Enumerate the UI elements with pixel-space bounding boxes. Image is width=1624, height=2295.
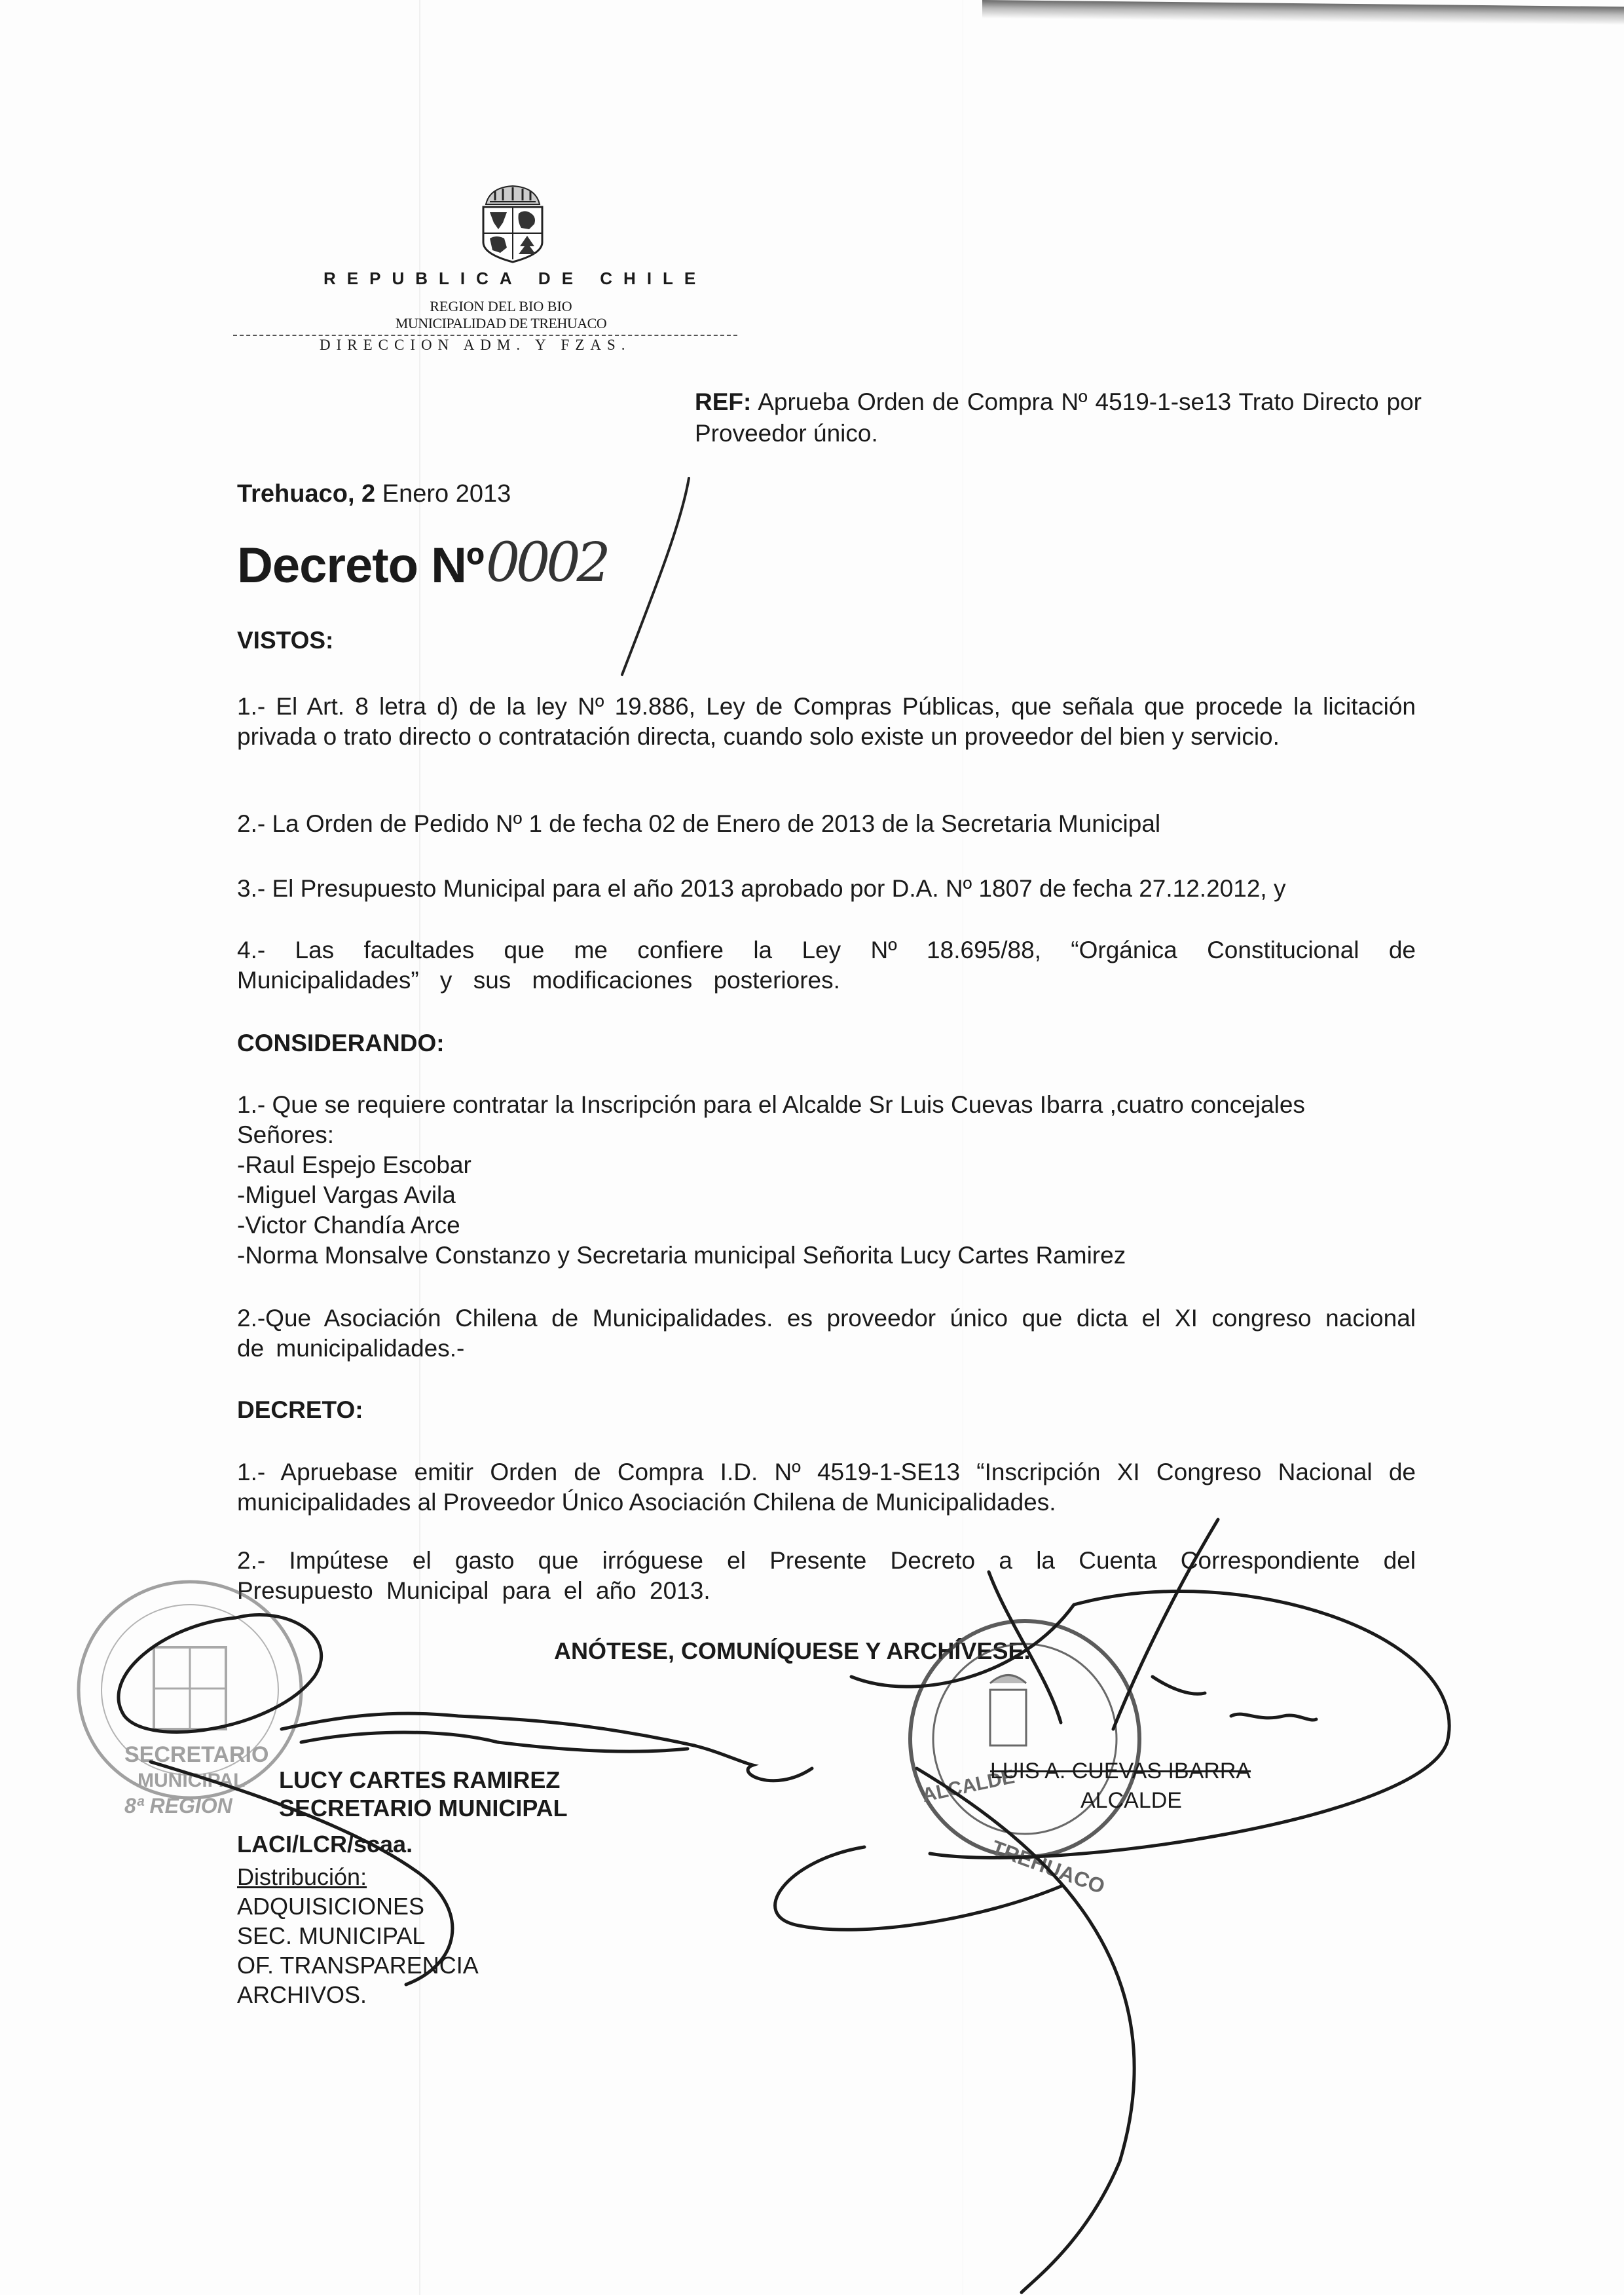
- distribution-item: ADQUISICIONES: [237, 1893, 425, 1920]
- left-official-stamp: [79, 1582, 301, 1818]
- reference-initials: LACI/LCR/scaa.: [237, 1831, 413, 1857]
- decreto-heading: DECRETO:: [237, 1396, 363, 1423]
- right-stamp-center: ALCALDE: [920, 1766, 1017, 1807]
- mayor-title: ALCALDE: [1080, 1788, 1182, 1813]
- considerando-heading: CONSIDERANDO:: [237, 1030, 445, 1056]
- left-stamp-bottom: 8ª REGION: [124, 1794, 232, 1818]
- considerando-line: Señores:: [237, 1121, 335, 1148]
- considerando-item-1: [237, 1090, 1416, 1271]
- scan-edge-shadow: [982, 0, 1624, 25]
- secretary-name: LUCY CARTES RAMIREZ: [279, 1766, 561, 1793]
- document-date: [237, 480, 511, 508]
- vistos-item-2: 2.- La Orden de Pedido Nº 1 de fecha 02 de Enero de 2013 de la Secretaria Municipal: [237, 810, 1161, 837]
- reference-block: [695, 386, 1422, 449]
- vistos-item-4: 4.- Las facultades que me confiere la Ley Nº 18.695/88, “Orgánica Constitucional de Municipalidades” y sus modificaciones posteriores.: [237, 937, 1416, 994]
- vistos-item-1: 1.- El Art. 8 letra d) de la ley Nº 19.886, Ley de Compras Públicas, que señala que procede la licitación privada o trato directo o contratación directa, cuando solo existe un proveedor del bien y servicio.: [237, 693, 1416, 750]
- councillor-name: -Raul Espejo Escobar: [237, 1151, 471, 1178]
- left-stamp-center-bottom: MUNICIPAL: [138, 1770, 246, 1791]
- coat-of-arms-icon: [477, 182, 549, 264]
- vistos-item-3: 3.- El Presupuesto Municipal para el año 2013 aprobado por D.A. Nº 1807 de fecha 27.12.2012, y: [237, 875, 1286, 902]
- councillor-name: -Norma Monsalve Constanzo y Secretaria municipal Señorita Lucy Cartes Ramirez: [237, 1242, 1126, 1269]
- vistos-heading: VISTOS:: [237, 627, 334, 654]
- considerando-item-2: 2.-Que Asociación Chilena de Municipalidades. es proveedor único que dicta el XI congreso nacional de municipalidades.-: [237, 1305, 1416, 1362]
- municipality-label: MUNICIPALIDAD DE TREHUACO: [395, 315, 607, 331]
- right-stamp-bottom: TREHUACO: [988, 1835, 1109, 1899]
- left-stamp-center-top: SECRETARIO: [124, 1742, 269, 1767]
- decree-title: Decreto Nº: [237, 538, 484, 593]
- distribution-item: OF. TRANSPARENCIA: [237, 1952, 479, 1979]
- mayor-signature: [775, 1520, 1450, 2292]
- department-label: DIRECCION ADM. Y FZAS.: [320, 337, 631, 353]
- distribution-item: ARCHIVOS.: [237, 1981, 367, 2008]
- distribution-heading: Distribución:: [237, 1863, 367, 1890]
- reference-label: REF:: [695, 388, 752, 415]
- date-value: Enero 2013: [375, 480, 511, 508]
- letterhead-divider: [233, 335, 737, 336]
- reference-text: Aprueba Orden de Compra Nº 4519-1-se13 Trato Directo por Proveedor único.: [695, 388, 1422, 447]
- councillor-name: -Miguel Vargas Avila: [237, 1182, 456, 1208]
- distribution-list: [237, 1862, 479, 2009]
- secretary-title: SECRETARIO MUNICIPAL: [279, 1795, 568, 1821]
- distribution-item: SEC. MUNICIPAL: [237, 1922, 426, 1949]
- country-label: REPUBLICA DE CHILE: [323, 269, 707, 288]
- region-label: REGION DEL BIO BIO: [430, 298, 572, 314]
- decreto-item-2: 2.- Impútese el gasto que irróguese el Presente Decreto a la Cuenta Correspondiente del Presupuesto Municipal para el año 2013.: [237, 1547, 1416, 1604]
- decreto-item-1: 1.- Apruebase emitir Orden de Compra I.D. Nº 4519-1-SE13 “Inscripción XI Congreso Nacional de municipalidades al Proveedor Único Asociación Chilena de Municipalidades.: [237, 1459, 1416, 1516]
- decree-handwritten-number: 0002: [486, 532, 607, 594]
- mayor-name: LUIS A. CUEVAS IBARRA: [990, 1759, 1251, 1783]
- considerando-item-1-intro: 1.- Que se requiere contratar la Inscripción para el Alcalde Sr Luis Cuevas Ibarra ,cuatro concejales: [237, 1091, 1305, 1118]
- closing-formula: ANÓTESE, COMUNÍQUESE Y ARCHÍVESE.: [554, 1637, 1031, 1664]
- date-place: Trehuaco, 2: [237, 480, 376, 508]
- councillor-name: -Victor Chandía Arce: [237, 1212, 460, 1239]
